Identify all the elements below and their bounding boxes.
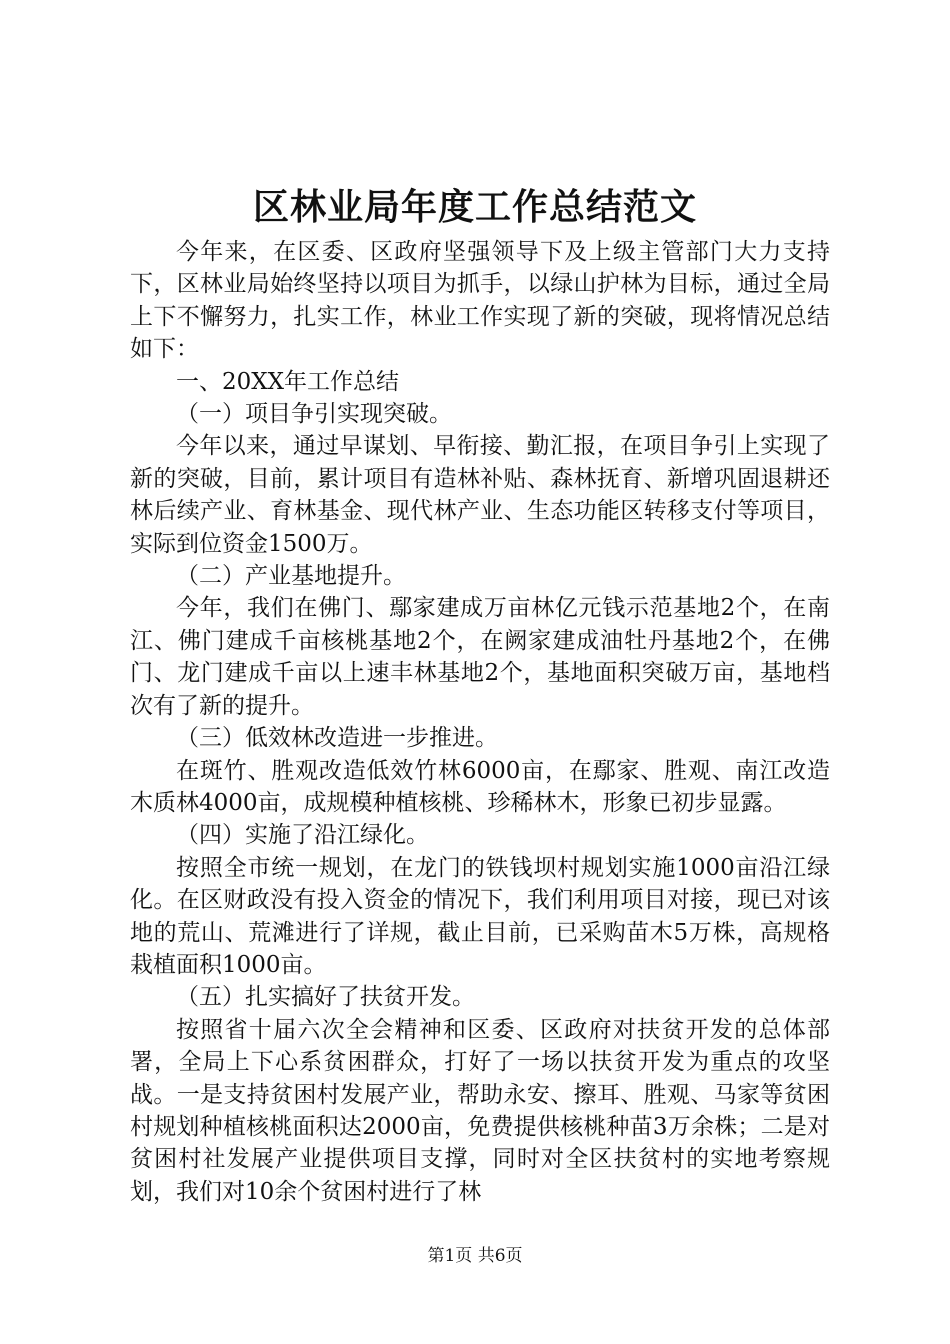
subsection-heading-2: （二）产业基地提升。 [176, 563, 406, 590]
subsection-heading-1: （一）项目争引实现突破。 [176, 401, 452, 428]
paragraph-intro: 今年来，在区委、区政府坚强领导下及上级主管部门大力支持下，区林业局始终坚持以项目为抓手，以绿山护林为目标，通过全局上下不懈努力，扎实工作，林业工作实现了新的突破，现将情况总结如下： [130, 239, 830, 363]
document-body [130, 236, 830, 1208]
paragraph-projects: 今年以来，通过早谋划、早衔接、勤汇报，在项目争引上实现了新的突破，目前，累计项目有造林补贴、森林抚育、新增巩固退耕还林后续产业、育林基金、现代林产业、生态功能区转移支付等项目，实际到位资金1500万。 [130, 433, 830, 557]
paragraph-poverty-alleviation: 按照省十届六次全会精神和区委、区政府对扶贫开发的总体部署，全局上下心系贫困群众，打好了一场以扶贫开发为重点的攻坚战。一是支持贫困村发展产业，帮助永安、擦耳、胜观、马家等贫困村规划种植核桃面积达2000亩，免费提供核桃种苗3万余株；二是对贫困村社发展产业提供项目支撑，同时对全区扶贫村的实地考察规划，我们对10余个贫困村进行了林 [130, 1016, 830, 1205]
subsection-heading-4: （四）实施了沿江绿化。 [176, 822, 429, 849]
subsection-heading-3: （三）低效林改造进一步推进。 [176, 725, 498, 752]
paragraph-riverside-greening: 按照全市统一规划，在龙门的铁钱坝村规划实施1000亩沿江绿化。在区财政没有投入资金的情况下，我们利用项目对接，现已对该地的荒山、荒滩进行了详规，截止目前，已采购苗木5万株，高规格栽植面积1000亩。 [130, 854, 830, 978]
section-heading: 一、20XX年工作总结 [176, 368, 400, 395]
paragraph-bases: 今年，我们在佛门、鄢家建成万亩林亿元钱示范基地2个，在南江、佛门建成千亩核桃基地2个，在阙家建成油牡丹基地2个，在佛门、龙门建成千亩以上速丰林基地2个，基地面积突破万亩，基地档次有了新的提升。 [130, 595, 830, 719]
page-number: 第1页 共6页 [427, 1246, 523, 1266]
document-title: 区林业局年度工作总结范文 [252, 187, 697, 228]
paragraph-forest-renovation: 在斑竹、胜观改造低效竹林6000亩，在鄢家、胜观、南江改造木质林4000亩，成规模种植核桃、珍稀林木，形象已初步显露。 [130, 757, 830, 816]
subsection-heading-5: （五）扎实搞好了扶贫开发。 [176, 984, 475, 1011]
